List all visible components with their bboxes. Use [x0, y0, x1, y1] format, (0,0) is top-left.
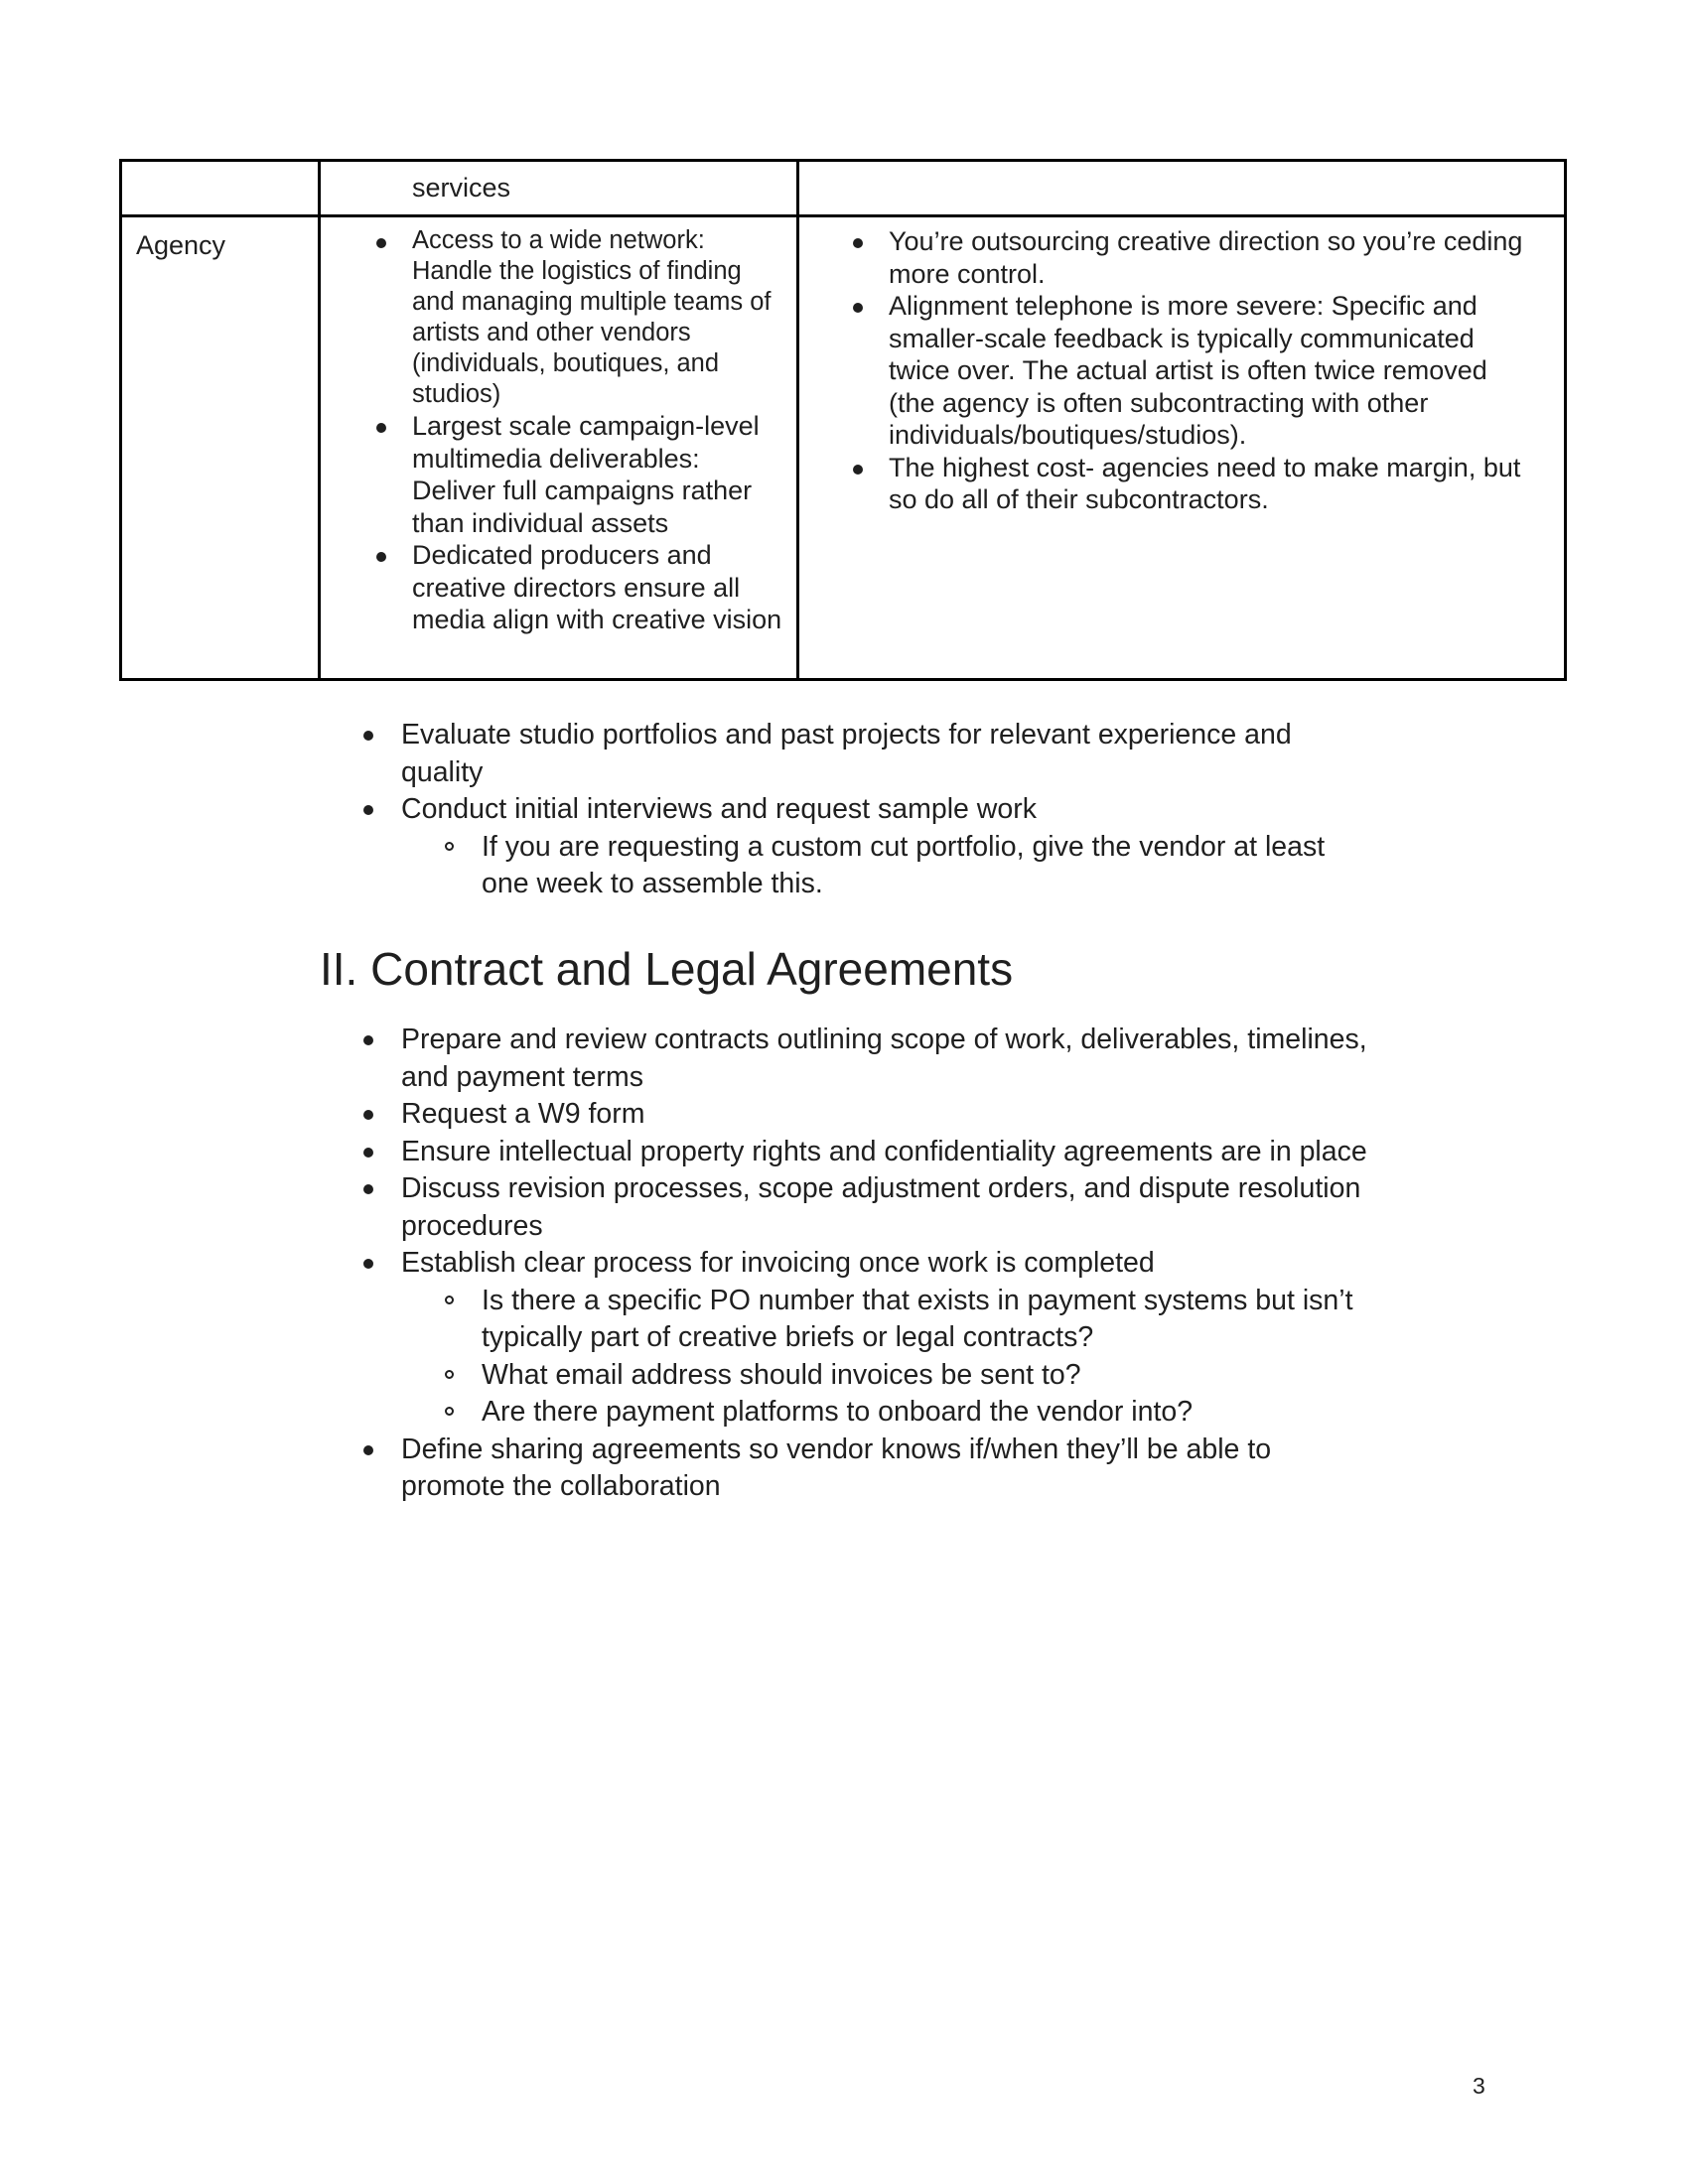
row-label-agency: Agency	[136, 230, 226, 260]
list-item: Largest scale campaign-level multimedia deliverables: Deliver full campaigns rather than individual assets	[412, 410, 786, 539]
list-item: Discuss revision processes, scope adjustment orders, and dispute resolution procedures	[401, 1170, 1374, 1245]
table-cell-advantages	[320, 161, 798, 216]
agency-disadvantages-list	[799, 217, 1564, 526]
list-item: The highest cost- agencies need to make margin, but so do all of their subcontractors.	[889, 452, 1540, 516]
list-item: Prepare and review contracts outlining scope of work, deliverables, timelines, and payment terms	[401, 1022, 1374, 1096]
page-number: 3	[1473, 2073, 1485, 2099]
table-cell-label	[121, 161, 320, 216]
list-item: Evaluate studio portfolios and past projects for relevant experience and quality	[401, 717, 1374, 791]
table-row	[121, 161, 1566, 216]
agency-advantages-list	[321, 217, 796, 646]
sub-list-item: If you are requesting a custom cut portfolio, give the vendor at least one week to assemble this.	[482, 829, 1374, 903]
list-item: Define sharing agreements so vendor knows if/when they’ll be able to promote the collaboration	[401, 1432, 1374, 1506]
vendor-comparison-table	[119, 159, 1567, 681]
advantages-continuation: services	[412, 173, 511, 203]
sub-list-item: Is there a specific PO number that exists in payment systems but isn’t typically part of creative briefs or legal contracts?	[482, 1283, 1374, 1357]
table-row	[121, 216, 1566, 680]
table-cell-disadvantages	[798, 161, 1566, 216]
list-item: Access to a wide network: Handle the logistics of finding and managing multiple teams of artists and other vendors (individuals, boutiques, and studios)	[412, 225, 786, 410]
vendor-vetting-list	[401, 717, 1374, 903]
list-item: Establish clear process for invoicing once work is completed	[401, 1245, 1374, 1283]
contract-checklist	[401, 1022, 1374, 1506]
list-item: Request a W9 form	[401, 1096, 1374, 1134]
list-item: Dedicated producers and creative directors ensure all media align with creative vision	[412, 539, 786, 636]
list-item: Ensure intellectual property rights and confidentiality agreements are in place	[401, 1134, 1374, 1171]
list-item: Alignment telephone is more severe: Specific and smaller-scale feedback is typically communicated twice over. The actual artist is often twice removed (the agency is often subcontracting with other individuals/boutiques/studios).	[889, 290, 1540, 452]
table-cell-disadvantages	[798, 216, 1566, 680]
list-item: You’re outsourcing creative direction so you’re ceding more control.	[889, 225, 1540, 290]
sub-list-item: Are there payment platforms to onboard the vendor into?	[482, 1394, 1374, 1432]
table-cell-label	[121, 216, 320, 680]
list-item: Conduct initial interviews and request sample work	[401, 791, 1374, 829]
table-cell-advantages	[320, 216, 798, 680]
sub-list-item: What email address should invoices be sent to?	[482, 1357, 1374, 1395]
section-heading: II. Contract and Legal Agreements	[320, 943, 1014, 995]
